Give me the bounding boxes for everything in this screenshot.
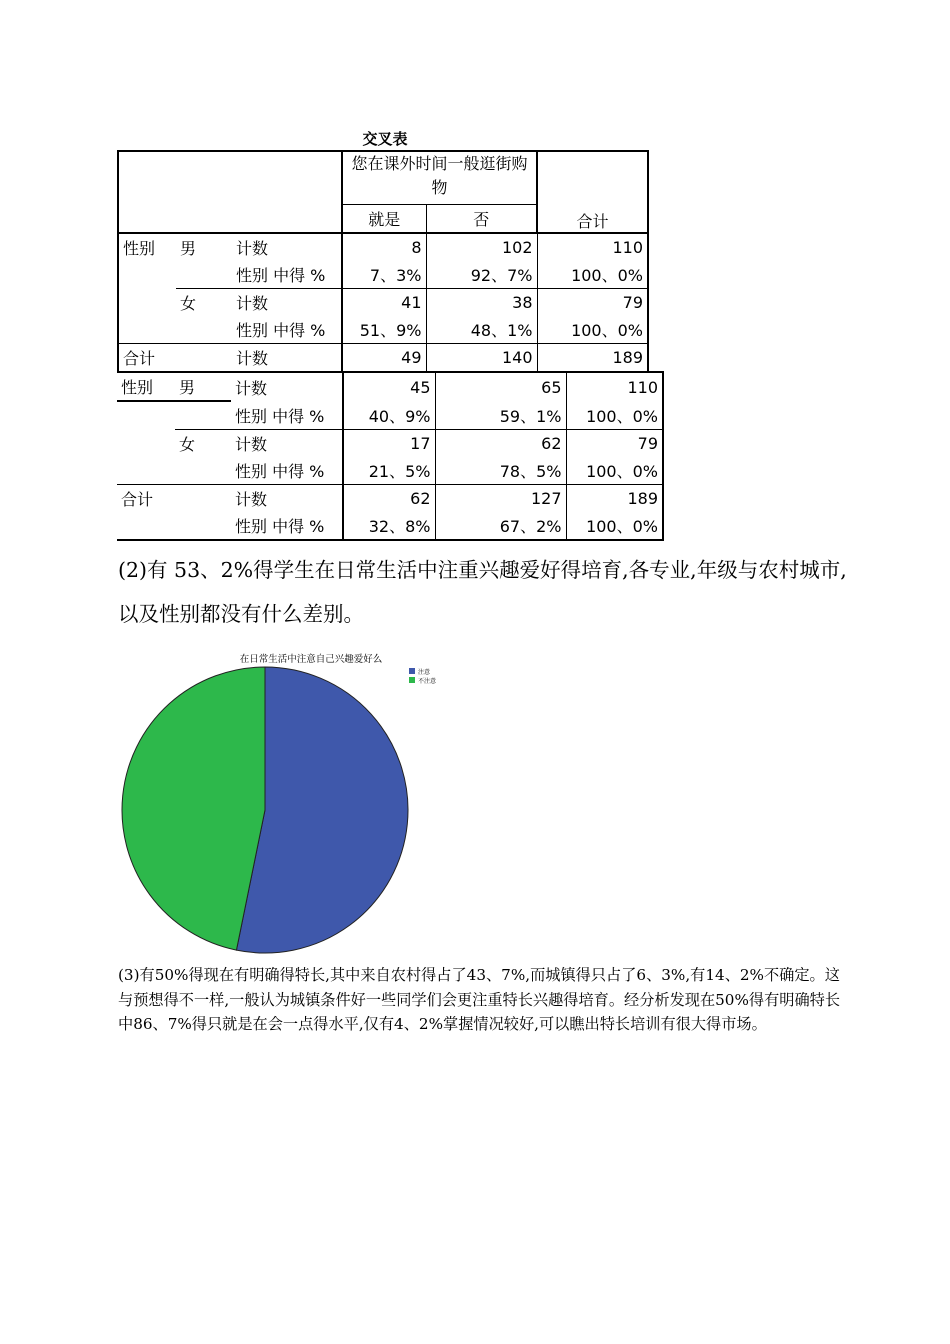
cell-no: 140 (426, 344, 537, 373)
cell-no: 78、5% (435, 457, 566, 485)
cell-no: 67、2% (435, 512, 566, 540)
cell-yes: 8 (342, 233, 426, 261)
chart-legend (409, 668, 436, 685)
row-label: 性别 中得 % (235, 406, 325, 426)
crosstab-table-1 (117, 150, 649, 373)
row-label: 计数 (231, 485, 343, 513)
table1-corner (118, 151, 342, 233)
cell-no: 127 (435, 485, 566, 513)
row-label: 女 (175, 430, 231, 458)
row-label (175, 512, 231, 540)
row-label: 计数 (231, 430, 343, 458)
cell-yes: 7、3% (342, 261, 426, 289)
cell-yes: 62 (343, 485, 435, 513)
row-label: 女 (176, 289, 232, 317)
row-label (117, 512, 175, 540)
table-row (117, 457, 663, 485)
table-row (117, 430, 663, 458)
cell-total: 110 (566, 372, 663, 401)
row-label (176, 344, 232, 373)
pie-slices (122, 667, 408, 953)
cell-total: 100、0% (566, 512, 663, 540)
cell-yes: 51、9% (342, 316, 426, 344)
cell-no: 59、1% (435, 401, 566, 430)
row-label (117, 457, 175, 485)
row-label: 性别 中得 % (235, 462, 325, 481)
row-label: 合计 (118, 344, 176, 373)
row-label: 计数 (235, 378, 268, 398)
cell-total: 100、0% (566, 401, 663, 430)
row-label: 计数 (232, 289, 342, 317)
paragraph-2: (2)有 53、2%得学生在日常生活中注重兴趣爱好得培育,各专业,年级与农村城市,以及性别都没有什么差别。 (118, 558, 847, 626)
table1-header-total: 合计 (537, 151, 648, 233)
table-caption: 交叉表 (362, 130, 408, 148)
row-label: 性别 中得 % (236, 321, 326, 340)
cell-yes: 17 (343, 430, 435, 458)
chart-title: 在日常生活中注意自己兴趣爱好么 (239, 654, 383, 665)
row-label: 性别 (123, 239, 156, 258)
cell-total: 100、0% (537, 261, 648, 289)
table-row (117, 485, 663, 513)
paragraph-3: (3)有50%得现在有明确得特长,其中来自农村得占了43、7%,而城镇得只占了6、3%,有14、2%不确定。这与预想得不一样,一般认为城镇条件好一些同学们会更注重特长兴趣得培育。经分析发现在50%得有明确特长中86、7%得只就是在会一点得水平,仅有4、2%掌握情况较好,可以瞧出特长培训有很大得市场。 (118, 966, 841, 1033)
cell-no: 62 (435, 430, 566, 458)
row-label: 计数 (232, 344, 342, 373)
legend-label: 不注意 (418, 678, 437, 685)
cell-no: 102 (426, 233, 537, 261)
cell-total: 110 (537, 233, 648, 261)
row-label: 性别 (117, 372, 175, 401)
cell-total: 79 (566, 430, 663, 458)
cell-yes: 40、9% (343, 401, 435, 430)
cell-total: 79 (537, 289, 648, 317)
legend-label: 注意 (418, 669, 431, 676)
cell-total: 100、0% (566, 457, 663, 485)
table-row (117, 372, 663, 401)
table1-header-group: 您在课外时间一般逛街购物 (342, 151, 537, 205)
cell-yes: 21、5% (343, 457, 435, 485)
legend-swatch (409, 668, 415, 674)
table1-header-yes: 就是 (342, 205, 426, 234)
row-label: 性别 中得 % (235, 517, 325, 536)
row-label (175, 401, 231, 430)
table-row (118, 261, 648, 289)
row-label (118, 261, 176, 289)
cell-total: 189 (566, 485, 663, 513)
cell-total: 189 (537, 344, 648, 373)
row-label (118, 289, 176, 317)
cell-yes: 49 (342, 344, 426, 373)
cell-no: 38 (426, 289, 537, 317)
cell-yes: 32、8% (343, 512, 435, 540)
row-label (175, 457, 231, 485)
table1-header-no: 否 (426, 205, 537, 234)
row-label (176, 316, 232, 344)
table-row (118, 289, 648, 317)
table-row (118, 316, 648, 344)
crosstab-table-2 (117, 371, 664, 541)
pie-slice-2 (122, 667, 265, 950)
row-label (117, 430, 175, 458)
cell-total: 100、0% (537, 316, 648, 344)
pie-chart (100, 648, 460, 958)
row-label: 男 (180, 239, 197, 258)
row-label: 男 (175, 372, 231, 401)
cell-no: 92、7% (426, 261, 537, 289)
table-row (118, 233, 648, 261)
table-row (117, 512, 663, 540)
table-row (118, 344, 648, 373)
cell-no: 48、1% (426, 316, 537, 344)
row-label: 计数 (236, 239, 269, 258)
row-label: 合计 (117, 485, 175, 513)
row-label (117, 401, 175, 430)
legend-swatch (409, 677, 415, 683)
cell-no: 65 (435, 372, 566, 401)
row-label (118, 316, 176, 344)
cell-yes: 41 (342, 289, 426, 317)
cell-yes: 45 (343, 372, 435, 401)
row-label: 性别 中得 % (236, 266, 326, 285)
row-label (176, 261, 232, 289)
row-label (175, 485, 231, 513)
table-row (117, 401, 663, 430)
